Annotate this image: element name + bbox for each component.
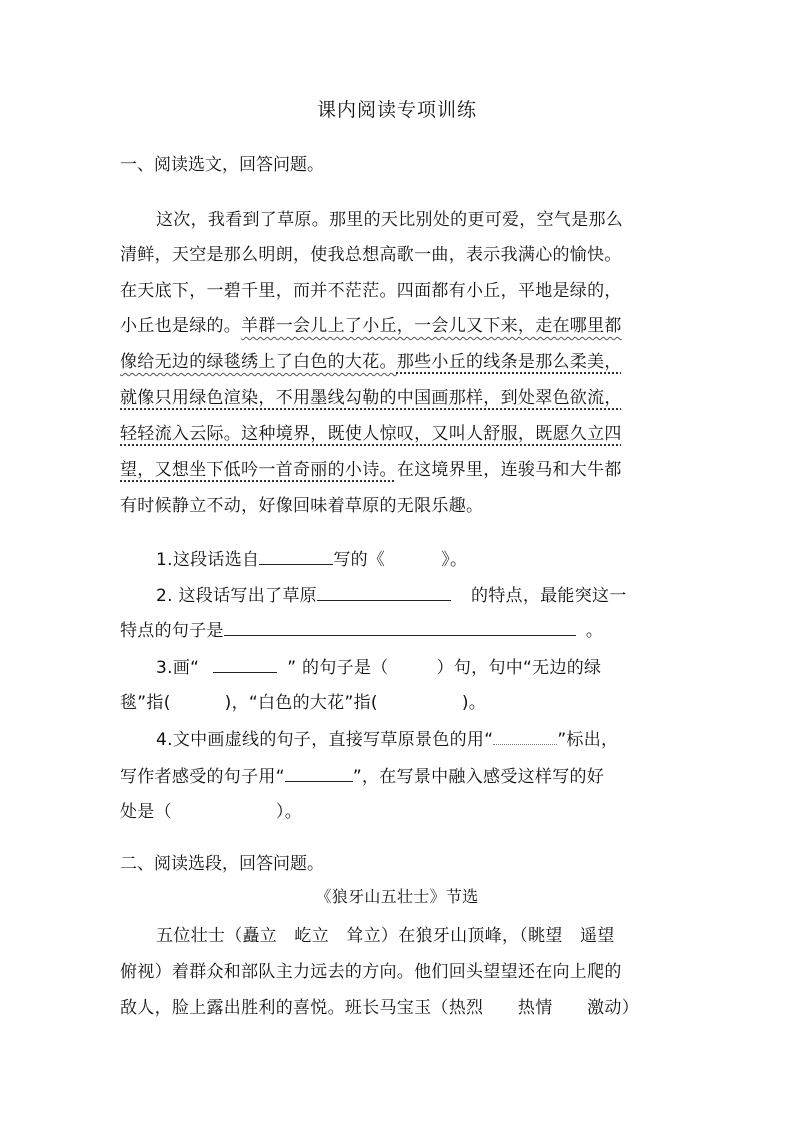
excerpt-title: 《狼牙山五壮士》节选 — [315, 887, 479, 906]
question-3 — [156, 653, 601, 678]
passage-line-3: 在天底下，一碧千里，而并不茫茫。四面都有小丘，平地是绿的， — [120, 281, 622, 301]
question-text: ”标出， — [557, 730, 619, 750]
question-text: 3.画“ — [156, 658, 200, 678]
question-text: 处是（ — [120, 802, 172, 822]
question-text: )，“白色的大花”指( — [224, 693, 378, 713]
passage-line-1: 这次，我看到了草原。那里的天比别处的更可爱，空气是那么 — [156, 210, 624, 230]
question-text: 4.文中画虚线的句子，直接写草原景色的用“ — [156, 730, 494, 750]
answer-blank[interactable] — [224, 619, 576, 636]
question-1 — [156, 545, 467, 570]
passage-line-6 — [120, 383, 622, 408]
question-text: 2. 这段话写出了草原 — [156, 586, 317, 606]
answer-blank[interactable] — [259, 548, 333, 565]
wavy-underlined-sentence: 像给无边的绿毯绣上了白色的大花。 — [120, 352, 397, 372]
passage-line-8 — [120, 455, 622, 480]
question-4 — [156, 725, 618, 750]
question-text: 。 — [585, 621, 604, 641]
question-text: 》。 — [441, 550, 468, 570]
page-title: 课内阅读专项训练 — [316, 99, 477, 121]
question-text: 毯”指( — [120, 693, 171, 713]
section-1-heading: 一、阅读选文，回答问题。 — [120, 155, 324, 175]
passage-line-9: 有时候静立不动，好像回味着草原的无限乐趣。 — [120, 496, 484, 516]
answer-blank[interactable] — [213, 656, 277, 673]
question-2 — [156, 581, 627, 606]
question-text: )。 — [461, 693, 487, 713]
wavy-underlined-sentence: 羊群一会儿上了小丘，一会儿又下来，走在哪里都 — [241, 316, 622, 336]
plain-text: 小丘也是绿的。 — [120, 316, 242, 336]
dotted-underlined-sentence: 那些小丘的线条是那么柔美， — [396, 352, 622, 372]
dotted-underlined-sentence: 就像只用绿色渲染，不用墨线勾勒的中国画那样，到处翠色欲流， — [120, 388, 622, 408]
section-2-heading: 二、阅读选段，回答问题。 — [120, 854, 324, 874]
excerpt-line-1: 五位壮士（矗立 屹立 耸立）在狼牙山顶峰，（眺望 遥望 — [156, 926, 615, 946]
question-text: 写的《 — [333, 550, 386, 570]
dotted-underlined-sentence: 轻轻流入云际。这种境界，既使人惊叹，又叫人舒服，既愿久立四 — [120, 424, 622, 444]
question-text: 特点的句子是 — [120, 621, 224, 641]
question-text: ”，在写景中融入感受这样写的好 — [352, 767, 605, 787]
question-text: 写作者感受的句子用“ — [120, 767, 285, 787]
wavy-line-sample — [493, 730, 557, 745]
question-4-continued — [120, 762, 604, 787]
question-2-continued — [120, 616, 603, 641]
plain-text: 在这境界里，连骏马和大牛都 — [396, 460, 622, 480]
question-text: ）句，句中“无边的绿 — [436, 658, 602, 678]
question-3-continued — [120, 688, 486, 713]
passage-line-4 — [120, 311, 622, 336]
excerpt-line-2: 俯视）着群众和部队主力远去的方向。他们回头望望还在向上爬的 — [120, 962, 622, 982]
question-text: ” 的句子是（ — [287, 658, 389, 678]
question-text: 的特点，最能突这一 — [470, 586, 627, 606]
line-sample — [285, 765, 353, 782]
passage-line-2: 清鲜，天空是那么明朗，使我总想高歌一曲，表示我满心的愉快。 — [120, 245, 622, 265]
passage-line-7 — [120, 419, 622, 444]
question-4-answer — [120, 797, 302, 822]
question-text: 1.这段话选自 — [156, 550, 260, 570]
passage-line-5 — [120, 347, 622, 372]
answer-blank[interactable] — [317, 584, 451, 601]
excerpt-line-3: 敌人，脸上露出胜利的喜悦。班长马宝玉（热烈 热情 激动） — [120, 998, 639, 1018]
question-text: ）。 — [275, 802, 303, 822]
dotted-underlined-sentence: 望，又想坐下低吟一首奇丽的小诗。 — [120, 460, 397, 480]
